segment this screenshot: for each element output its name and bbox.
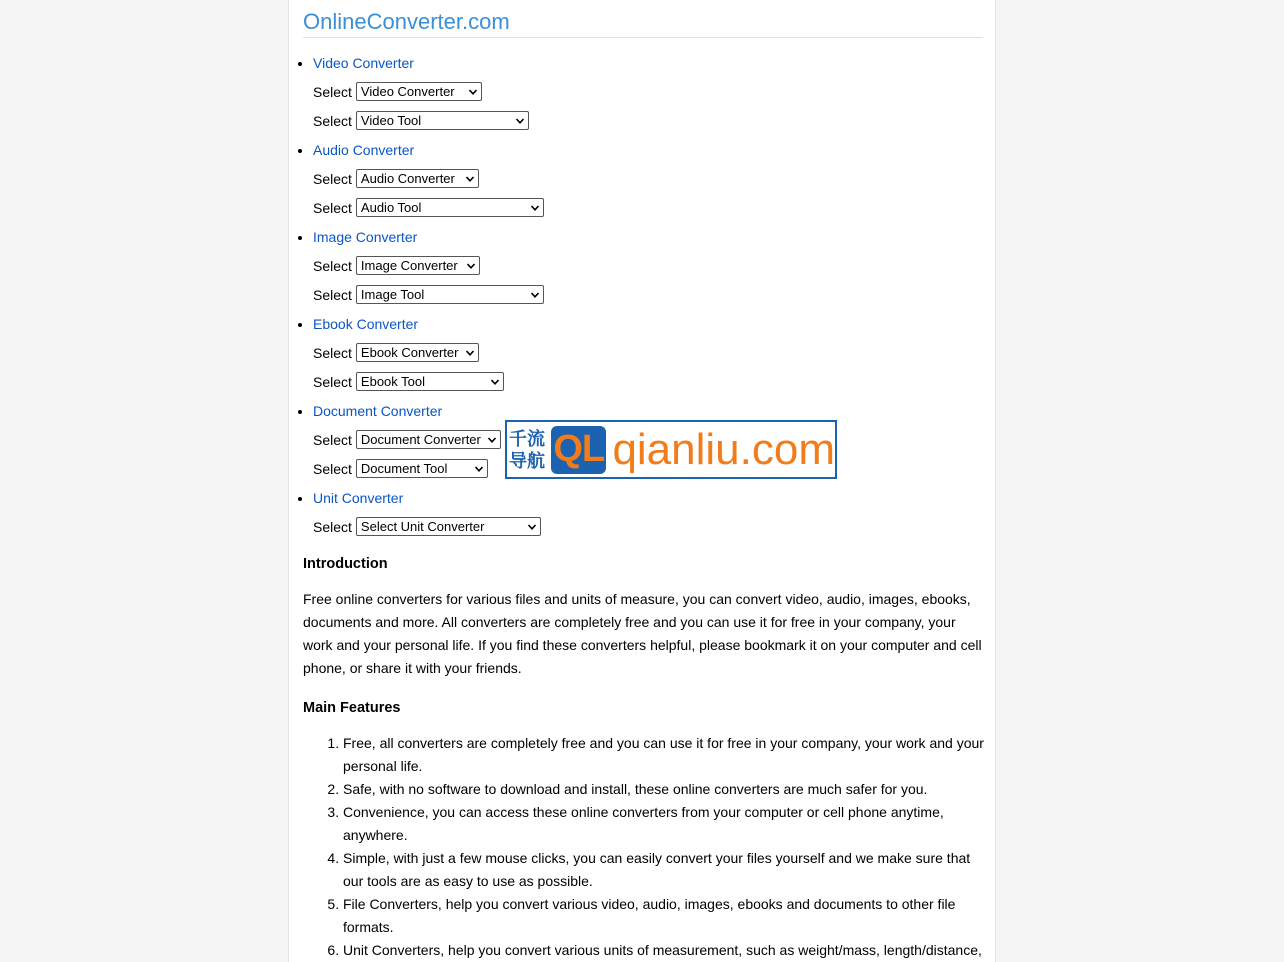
chevron-down-icon	[490, 377, 500, 387]
chevron-down-icon	[530, 290, 540, 300]
select-value: Select Unit Converter	[360, 518, 485, 534]
feature-item: 5. File Converters, help you convert various video, audio, images, ebooks and documents to other file formats.	[343, 893, 987, 939]
select-value: Video Tool	[360, 112, 422, 128]
video-converter-select[interactable]	[356, 82, 482, 101]
logo-cn-line1: 千流	[509, 428, 545, 449]
feature-item: 1. Free, all converters are completely free and you can use it for free in your company, your work and your personal life.	[343, 732, 987, 778]
category-audio	[313, 139, 997, 226]
select-value: Ebook Converter	[360, 344, 459, 360]
chevron-down-icon	[465, 348, 475, 358]
ebook-converter-select[interactable]	[356, 343, 479, 362]
select-value: Document Converter	[360, 431, 481, 447]
unit-converter-select-row	[313, 516, 997, 545]
select-label: Select	[313, 84, 352, 100]
image-tool-select-row	[313, 284, 997, 313]
select-label: Select	[313, 258, 352, 274]
chevron-down-icon	[527, 522, 537, 532]
select-value: Video Converter	[360, 83, 455, 99]
select-label: Select	[313, 113, 352, 129]
image-converter-select-row	[313, 255, 997, 284]
chevron-down-icon	[474, 464, 484, 474]
select-label: Select	[313, 287, 352, 303]
logo-chinese-text	[509, 428, 551, 472]
feature-item: 4. Simple, with just a few mouse clicks, you can easily convert your files yourself and we make sure that our tools are as easy to use as possible.	[343, 847, 987, 893]
image-converter-select[interactable]	[356, 256, 480, 275]
audio-converter-link[interactable]: • Audio Converter	[313, 142, 415, 158]
video-tool-select-row	[313, 110, 997, 139]
feature-item: 6. Unit Converters, help you convert various units of measurement, such as weight/mass, length/distance,	[343, 939, 987, 962]
feature-item: 3. Convenience, you can access these online converters from your computer or cell phone anytime, anywhere.	[343, 801, 987, 847]
logo-badge: QL	[551, 426, 606, 474]
select-value: Image Tool	[360, 286, 425, 302]
audio-tool-select-row	[313, 197, 997, 226]
chevron-down-icon	[466, 261, 476, 271]
chevron-down-icon	[465, 174, 475, 184]
introduction-heading: Introduction	[303, 556, 388, 572]
chevron-down-icon	[515, 116, 525, 126]
audio-tool-select[interactable]	[356, 198, 544, 217]
document-converter-select[interactable]	[356, 430, 501, 449]
ebook-converter-link[interactable]: • Ebook Converter	[313, 316, 419, 332]
video-converter-link[interactable]: • Video Converter	[313, 55, 414, 71]
audio-converter-select-row	[313, 168, 997, 197]
document-converter-link[interactable]: • Document Converter	[313, 403, 443, 419]
unit-converter-select[interactable]	[356, 517, 541, 536]
category-image	[313, 226, 997, 313]
video-converter-select-row	[313, 81, 997, 110]
select-label: Select	[313, 461, 352, 477]
chevron-down-icon	[530, 203, 540, 213]
category-ebook	[313, 313, 997, 400]
audio-converter-select[interactable]	[356, 169, 479, 188]
select-label: Select	[313, 171, 352, 187]
select-value: Audio Tool	[360, 199, 422, 215]
feature-item: 2. Safe, with no software to download and install, these online converters are much safer for you.	[343, 778, 987, 801]
title-divider	[303, 37, 983, 38]
select-value: Ebook Tool	[360, 373, 426, 389]
ebook-tool-select-row	[313, 371, 997, 400]
qianliu-watermark-logo[interactable]	[505, 420, 837, 479]
select-value: Audio Converter	[360, 170, 455, 186]
image-tool-select[interactable]	[356, 285, 544, 304]
select-label: Select	[313, 519, 352, 535]
select-value: Document Tool	[360, 460, 448, 476]
main-content	[303, 550, 987, 962]
select-label: Select	[313, 345, 352, 361]
page-container	[288, 0, 996, 962]
ebook-tool-select[interactable]	[356, 372, 504, 391]
video-tool-select[interactable]	[356, 111, 529, 130]
category-unit	[313, 487, 997, 545]
category-video	[313, 52, 997, 139]
site-title-link[interactable]: OnlineConverter.com	[303, 9, 510, 34]
logo-cn-line2: 导航	[509, 450, 545, 471]
document-tool-select[interactable]	[356, 459, 488, 478]
ebook-converter-select-row	[313, 342, 997, 371]
introduction-paragraph: Free online converters for various files and units of measure, you can convert video, audio, images, ebooks, documents and more. All converters are completely free and you can use it for free in your company, your work and your personal life. If you find these converters helpful, please bookmark it on your computer and cell phone, or share it with your friends.	[303, 591, 982, 676]
select-label: Select	[313, 200, 352, 216]
select-label: Select	[313, 374, 352, 390]
select-label: Select	[313, 432, 352, 448]
chevron-down-icon	[468, 87, 478, 97]
main-features-heading: Main Features	[303, 700, 401, 716]
features-list	[303, 732, 987, 962]
unit-converter-link[interactable]: • Unit Converter	[313, 490, 404, 506]
logo-domain-text: qianliu.com	[612, 424, 835, 474]
chevron-down-icon	[487, 435, 497, 445]
select-value: Image Converter	[360, 257, 458, 273]
image-converter-link[interactable]: • Image Converter	[313, 229, 418, 245]
